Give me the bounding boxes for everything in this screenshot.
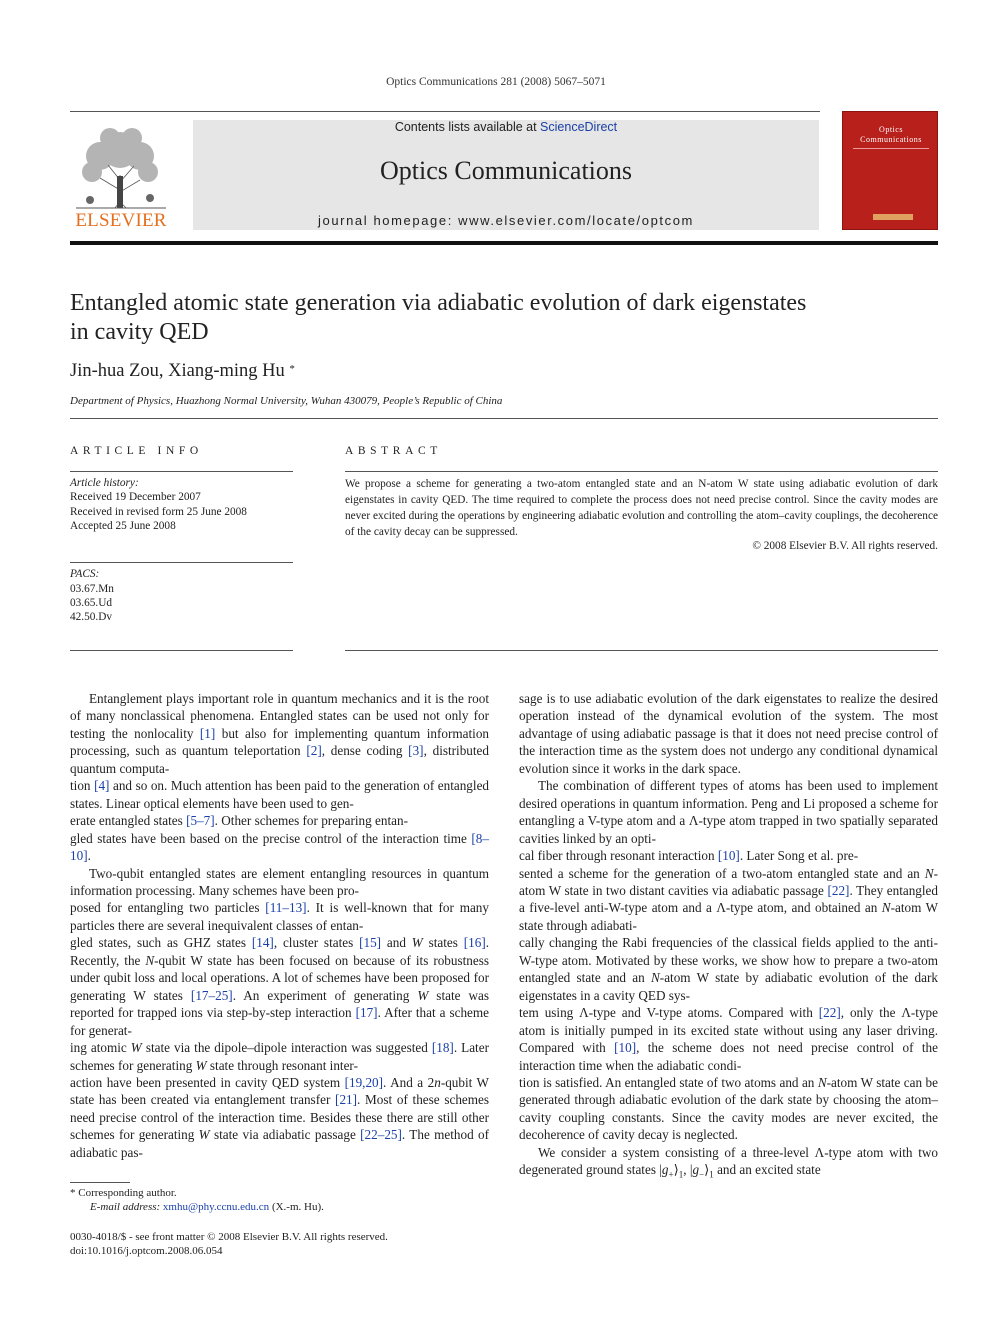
citation-link[interactable]: [22–25] (360, 1127, 402, 1143)
email-suffix: (X.-m. Hu). (271, 1201, 324, 1213)
journal-cover-thumbnail (842, 111, 938, 230)
citation-link[interactable]: [2] (306, 743, 322, 759)
citation-link[interactable]: [15] (359, 935, 382, 951)
body-paragraph: sage is to use adiabatic evolution of the dark eigenstates to realize the desired operation instead of the dynamical evolution of the system. The most advantage of using adiabatic passage is that it does not need precise control of the interaction time as the system does not undergo any conditional dynamical evolution since it works in the dark space. (519, 691, 938, 776)
email-note (90, 1201, 324, 1213)
author-list (70, 361, 295, 382)
doi-line[interactable]: doi:10.1016/j.optcom.2008.06.054 (70, 1245, 223, 1257)
citation-link[interactable]: [4] (94, 778, 110, 794)
abstract-copyright: © 2008 Elsevier B.V. All rights reserved. (752, 540, 938, 552)
affiliation-rule (70, 418, 938, 419)
contents-line (193, 120, 819, 134)
affiliation: Department of Physics, Huazhong Normal University, Wuhan 430079, People’s Republic of China (70, 395, 503, 407)
article-info-bottom-rule (70, 650, 293, 651)
footnote-rule (70, 1182, 130, 1183)
cover-title-line2: Communications (860, 135, 922, 144)
journal-banner (193, 120, 819, 230)
email-link[interactable]: xmhu@phy.ccnu.edu.cn (162, 1201, 270, 1213)
cover-title-line1: Optics (879, 125, 903, 134)
pacs-label: PACS: (70, 568, 100, 580)
citation-link[interactable]: [8–10] (70, 830, 489, 864)
cover-publisher-mark (873, 214, 913, 220)
email-label: E-mail address: (90, 1201, 161, 1213)
citation-link[interactable]: [1] (199, 725, 216, 741)
pacs-code: 42.50.Dv (70, 611, 113, 623)
running-head: Optics Communications 281 (2008) 5067–5071 (386, 76, 606, 88)
issn-line: 0030-4018/$ - see front matter © 2008 Elsevier B.V. All rights reserved. (70, 1231, 388, 1243)
citation-link[interactable]: [21] (335, 1092, 358, 1108)
history-revised: Received in revised form 25 June 2008 (70, 506, 247, 518)
citation-link[interactable]: [14] (251, 935, 274, 951)
citation-link[interactable]: [10] (614, 1040, 637, 1056)
citation-link[interactable]: [17–25] (190, 987, 233, 1003)
abstract-heading: ABSTRACT (345, 445, 442, 457)
citation-link[interactable]: [19,20] (344, 1074, 384, 1090)
citation-link[interactable]: [16] (463, 935, 486, 951)
citation-link[interactable]: [5–7] (186, 813, 215, 829)
citation-link[interactable]: [22] (818, 1005, 841, 1021)
pacs-code: 03.67.Mn (70, 583, 114, 595)
journal-homepage[interactable]: journal homepage: www.elsevier.com/locate/optcom (318, 213, 694, 228)
abstract-rule (345, 471, 938, 472)
body-column-right (519, 690, 938, 1184)
sciencedirect-link[interactable]: ScienceDirect (540, 120, 618, 134)
history-received: Received 19 December 2007 (70, 491, 201, 503)
body-paragraph: Entanglement plays important role in quantum mechanics and it is the root of many nonclassical phenomena. Entangled states can be used not only for testing the nonlocality [1] but also for implementing quantum information processing, such as quantum teleportation [2], dense coding [3], distributed quantum computa- tion [4] and so on. Much attention has been paid to the generation of entangled states. Linear optical elements have been used to gen- erate entangled states [5–7]. Other schemes for preparing entan- gled states have been based on the precise control of the interaction time [8–10]. (70, 691, 490, 864)
contents-prefix: Contents lists available at (394, 120, 541, 134)
cover-rule (853, 148, 929, 149)
header-rule (70, 111, 820, 112)
body-paragraph: The combination of different types of atoms has been used to implement desired operations in quantum information. Peng and Li proposed a scheme for entangling a V-type atom and a Λ-type atom trapped in two spatially separated cavities linked by an opti- cal fiber through resonant interaction [10]. Later Song et al. pre- sented a scheme for the generation of a two-atom entangled state and an N-atom W state in two distant cavities via adiabatic passage [22]. They entangled a five-level anti-W-type atom and a Λ-type atom, and obtained an N-atom W state through adiabati- cally changing the Rabi frequencies of the classical fields applied to the anti-W-type atom. Motivated by these works, we show how to prepare a two-atom entangled state and an N-atom W state by adiabatic evolution of the dark eigenstates in a cavity QED sys- tem using Λ-type and V-type atoms. Compared with [22], only the Λ-type atom is initially pumped in its excited state without using any laser driving. Compared with [10], the scheme does not need precise control of the interaction time when the adiabatic condi- tion is satisfied. An entangled state of two atoms and an N-atom W state can be generated through adiabatic evolution of the dark state by choosing the atom–cavity coupling constants. Since the cavity modes are never excited, the decoherence of cavity decay is neglected. (519, 778, 939, 1143)
article-info-rule (70, 471, 293, 472)
citation-link[interactable]: [11–13] (265, 900, 307, 916)
article-info-heading: ARTICLE INFO (70, 445, 203, 457)
citation-link[interactable]: [10] (717, 848, 740, 864)
corresponding-author-mark[interactable]: * (289, 363, 295, 375)
history-label: Article history: (70, 477, 139, 489)
abstract-text: We propose a scheme for generating a two-atom entangled state and an N-atom W state using adiabatic evolution of dark eigenstates in cavity QED. The time required to complete the process does not need precise control. Since the cavity modes are never excited during the operations by engineering adiabatic evolution and controlling the atom–cavity couplings, the decoherence of the cavity decay can be suppressed. (345, 478, 938, 538)
elsevier-wordmark: ELSEVIER (75, 210, 167, 231)
masthead-rule (70, 241, 938, 245)
citation-link[interactable]: [3] (408, 743, 424, 759)
body-column-left (70, 690, 489, 1161)
authors: Jin-hua Zou, Xiang-ming Hu (70, 361, 285, 381)
pacs-code: 03.65.Ud (70, 597, 113, 609)
abstract-bottom-rule (345, 650, 938, 651)
body-paragraph: We consider a system consisting of a three-level Λ-type atom with two degenerated ground states $|g_+⟩_1$, $|g_-⟩_1$ and an excited state (519, 1144, 938, 1180)
body-paragraph: Two-qubit entangled states are element entangling resources in quantum information processing. Many schemes have been pro- posed for entangling two particles [11–13]. It is well-known that for many particles there are several inequivalent classes of entan- gled states, such as GHZ states [14], cluster states [15] and W states [16]. Recently, the N-qubit W state has been focused on because of its robustness under qubit loss and local operations. A lot of schemes have been proposed for generating W states [17–25]. An experiment of generating W state was reported for trapped ions via step-by-step interaction [17]. After that a scheme for generat- ing atomic W state via the dipole–dipole interaction was suggested [18]. Later schemes for generating W state through resonant inter- action have been presented in cavity QED system [19,20]. And a 2n-qubit W state has been created via entanglement transfer [21]. Most of these schemes need precise control of the interaction time. Besides these there are still other schemes for generating W state via adiabatic passage [22–25]. The method of adiabatic pas- (70, 865, 490, 1160)
citation-link[interactable]: [22] (827, 882, 850, 898)
corresponding-author-note: * Corresponding author. (70, 1187, 177, 1199)
journal-name: Optics Communications (379, 156, 633, 185)
citation-link[interactable]: [17] (355, 1005, 378, 1021)
article-info-divider (70, 562, 293, 563)
article-title: Entangled atomic state generation via adiabatic evolution of dark eigenstates in cavity QED (70, 290, 807, 345)
history-accepted: Accepted 25 June 2008 (70, 520, 176, 532)
citation-link[interactable]: [18] (431, 1040, 454, 1056)
cover-title (843, 125, 939, 145)
